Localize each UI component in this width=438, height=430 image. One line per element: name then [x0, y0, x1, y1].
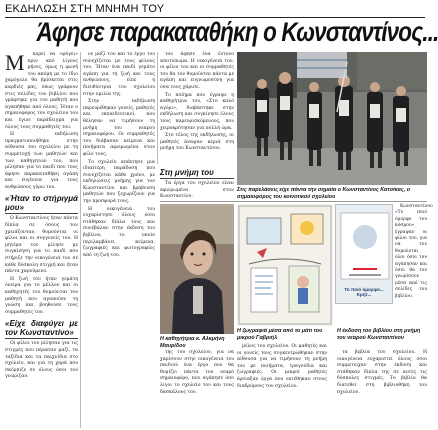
- book-side-text: Κωνσταντίνου «Το ποιό όμορφο του κόσμου» έγραψαν οι φίλοι του, για να τον θυμούνται όλοι όσοι τον αγάπησαν και όσοι θα τον γνωρίσουν μέσα από τις σελίδες του βιβλίου.: [395, 204, 433, 299]
- article-column-3: του άφησε ένα έντονο αποτύπωμα. Η οικογένειά του, οι φίλοι του και οι συμμαθητές του θα τον θυμούνται πάντα με αγάπη και ευγνωμοσύνη για όσα τους χάρισε. Το ποίημα που έγραψε η καθηγήτρια του, «Στο καλό αγόρι», διαβάστηκε στην εκδήλωση και συγκίνησε όλους τους παρευρισκόμενους, που χειροκρότησαν για πολλή ώρα. Στο τέλος της εκδήλωσης, οι μαθητές άναψαν κεριά στη μνήμη του Κωνσταντίνου.: [160, 52, 234, 152]
- bottom-column-2: μέλος του σχολείου. Οι μαθητές και οι γονείς τους συγκεντρώθηκαν στην αίθουσα για να τιμήσουν τη μνήμη του με ποιήματα, τραγούδια και ζωγραφιές. Οι μικροί μαθητές έφτιαξαν έργα που εκτέθηκαν στους διαδρόμους του σχολείου.: [237, 344, 327, 389]
- article-column-1: Μ πορεί να «φύγει» πριν από λίγους μήνες, όμως η φωνή του ακόμη με το ίδιο χαμόγελο θα βρίσκεται στις καρδιές μας, όπως γράφουν στις σελίδες του βιβλίου που γράφτηκε για τον μαθητή που αγαπήθηκε από όλους. Ήταν ο σημαιοφόρος του σχολείου του και έγινε παράδειγμα για όλους τους συμμαθητές του. Η εκδήλωση πραγματοποιήθηκε στην αίθουσα του σχολείου με τη συμμετοχή των μαθητών και των καθηγητών του, που μίλησαν για το παιδί που τους άφησε παρακαταθήκη αγάπη και ευγένεια για τους ανθρώπους γύρω του. «Ήταν το στήριγμά μου» Ο Κωνσταντίνος ήταν πάντα δίπλα σε όσους τον χρειάζονταν, θυμούνται οι φίλοι και οι συγγενείς του. Η μητέρα του μίλησε με συγκίνηση για το παιδί που στήριζε την οικογένειά του σε κάθε δύσκολη στιγμή και ήταν πάντα χαρούμενο. Η ζωή του ήταν γεμάτη όνειρα για το μέλλον και οι καθηγητές του θυμούνται τον μαθητή που αγαπούσε τη γνώση και βοηθούσε τους συμμαθητές του. «Είχε διαφύγει με τον Κωνσταντίνο» Οι φίλοι του μίλησαν για τις στιγμές που πέρασαν μαζί, τα ταξίδια και τα παιχνίδια στο σχολείο, και για τη χαρά που σκόρπιζε σε όλους όσοι τον γνώριζαν.: [5, 50, 78, 380]
- school-subhead: Στη μνήμη του: [160, 168, 234, 179]
- drawing-caption: Η ζωγραφιά μέσα από το μάτι του μικρού Γαβριήλ: [237, 328, 323, 341]
- book-cover: [335, 204, 393, 304]
- headline: Άφησε παρακαταθήκη ο Κωνσταντίνος...: [36, 17, 438, 47]
- photo-divider: [160, 201, 427, 202]
- bottom-column-3: τα βιβλία του σχολείου. Η οικογένεια ευχαριστεί όλους όσοι συμμετείχαν στην έκδοση και στάθηκαν δίπλα της σε αυτές τις δύσκολες στιγμές. Το βιβλίο θα διατεθεί στη βιβλιοθήκη του σχολείου.: [337, 350, 427, 395]
- drawing-photo: [237, 204, 333, 326]
- mother-caption: Η καθηγήτρια κ. Αλκμήνη Μαυρίδου: [160, 336, 225, 349]
- book-caption: Η έκδοση του βιβλίου στη μνήμη του νεαρού Κωνσταντίνου: [337, 328, 421, 341]
- bottom-column-1: της του σχολείου, για να χαρίσουν στην οικογένεια του παιδιού ένα έργο που θα θυμίζει πάντα τον νεαρό σημαιοφόρο, που αγάπησε όσο λίγοι το σχολείο του και τους δασκάλους του.: [160, 350, 234, 395]
- school-column: Στη μνήμη του Τα έργα του σχολείου είναι αφιερωμένα στον Κωνσταντίνο.: [160, 168, 234, 200]
- hero-subhead: «Ήταν το στήριγμά μου»: [5, 194, 78, 213]
- column-divider: [80, 52, 81, 428]
- parade-photo: [237, 52, 427, 185]
- friends-subhead: «Είχε διαφύγει με τον Κωνσταντίνο»: [5, 319, 78, 338]
- dropcap: Μ: [5, 50, 25, 75]
- mother-photo: [160, 204, 234, 334]
- parade-caption: Στις παρελάσεις είχε πάντα την σημαία ο Κωνσταντίνος Κατσίκας, ο σημαιοφόρος του κοινοτικού σχολείου: [237, 187, 411, 200]
- book-cover-text: Το ποιό όμορφο... Κρητ...: [344, 287, 384, 297]
- column-divider: [157, 52, 158, 164]
- article-column-2: νε μαζί του και το έργο του συνεχίζεται με τους φίλους του. Ήταν ένα παιδί γεμάτο αγάπη για τη ζωή και τους ανθρώπους, είπε η διευθύντρια του σχολείου στην ομιλία της. Στην εκδήλωση παρευρέθηκαν γονείς, μαθητές και εκπαιδευτικοί, που θέλησαν να τιμήσουν τη μνήμη του νεαρού σημαιοφόρου. Οι συμμαθητές του διάβασαν κείμενα και ποιήματα αφιερωμένα στον φίλο τους. Το σχολείο απέκτησε μια ιδιαίτερη παράδοση που συνεχίζεται κάθε χρόνο, με εκδηλώσεις μνήμης για τον Κωνσταντίνο και βράβευση μαθητών που ξεχωρίζουν για την προσφορά τους. Η οικογένειά του ευχαρίστησε όλους όσοι στάθηκαν δίπλα τους και συνέβαλαν στην έκδοση του βιβλίου, το οποίο περιλαμβάνει κείμενα, ζωγραφιές και φωτογραφίες από τη ζωή του.: [83, 52, 155, 258]
- kicker: ΕΚΔΗΛΩΣΗ ΣΤΗ ΜΝΗΜΗ ΤΟΥ: [5, 3, 165, 15]
